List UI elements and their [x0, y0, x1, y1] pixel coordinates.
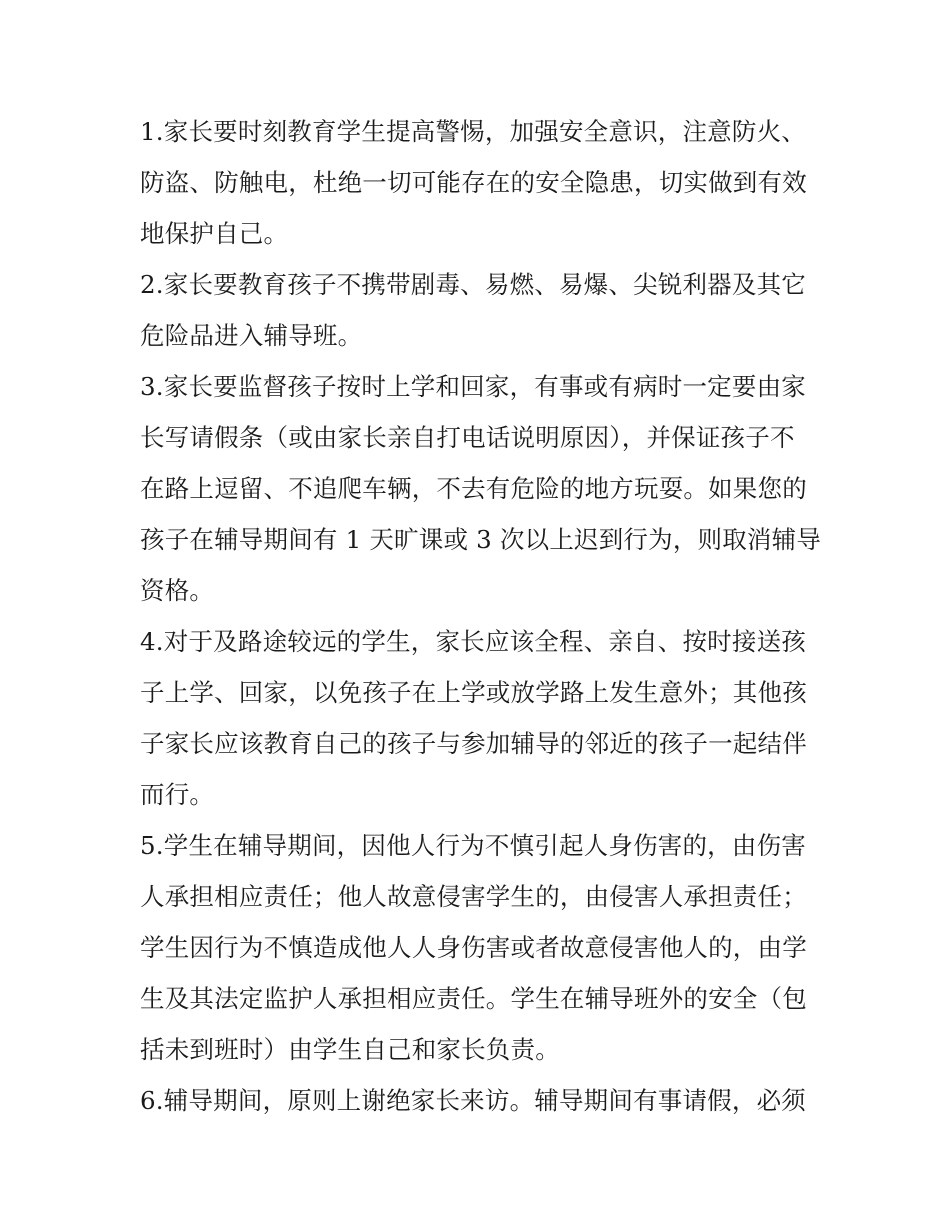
text-line: 生及其法定监护人承担相应责任。学生在辅导班外的安全（包 [140, 984, 807, 1013]
text-line: 3.家长要监督孩子按时上学和回家，有事或有病时一定要由家 [140, 372, 806, 401]
text-line: 资格。 [140, 576, 215, 605]
text-line: 学生因行为不慎造成他人人身伤害或者故意侵害他人的，由学 [140, 933, 807, 962]
text-line: 子家长应该教育自己的孩子与参加辅导的邻近的孩子一起结伴 [140, 729, 807, 758]
text-line: 子上学、回家，以免孩子在上学或放学路上发生意外；其他孩 [140, 678, 807, 707]
text-line: 孩子在辅导期间有 1 天旷课或 3 次以上迟到行为，则取消辅导 [140, 525, 822, 554]
text-line: 人承担相应责任；他人故意侵害学生的，由侵害人承担责任； [140, 882, 807, 911]
text-line: 4.对于及路途较远的学生，家长应该全程、亲自、按时接送孩 [140, 627, 806, 656]
text-line: 5.学生在辅导期间，因他人行为不慎引起人身伤害的，由伤害 [140, 831, 806, 860]
text-line: 长写请假条（或由家长亲自打电话说明原因），并保证孩子不 [140, 423, 795, 452]
text-line: 危险品进入辅导班。 [140, 321, 363, 350]
text-line: 防盗、防触电，杜绝一切可能存在的安全隐患，切实做到有效 [140, 168, 807, 197]
text-line: 2.家长要教育孩子不携带剧毒、易燃、易爆、尖锐利器及其它 [140, 270, 806, 299]
text-line: 而行。 [140, 780, 215, 809]
text-line: 在路上逗留、不追爬车辆，不去有危险的地方玩耍。如果您的 [140, 474, 807, 503]
text-line: 6.辅导期间，原则上谢绝家长来访。辅导期间有事请假，必须 [140, 1086, 806, 1115]
document-body [140, 106, 820, 1126]
text-line: 地保护自己。 [140, 219, 289, 248]
text-line: 1.家长要时刻教育学生提高警惕，加强安全意识，注意防火、 [140, 117, 806, 146]
text-line: 括未到班时）由学生自己和家长负责。 [140, 1035, 560, 1064]
